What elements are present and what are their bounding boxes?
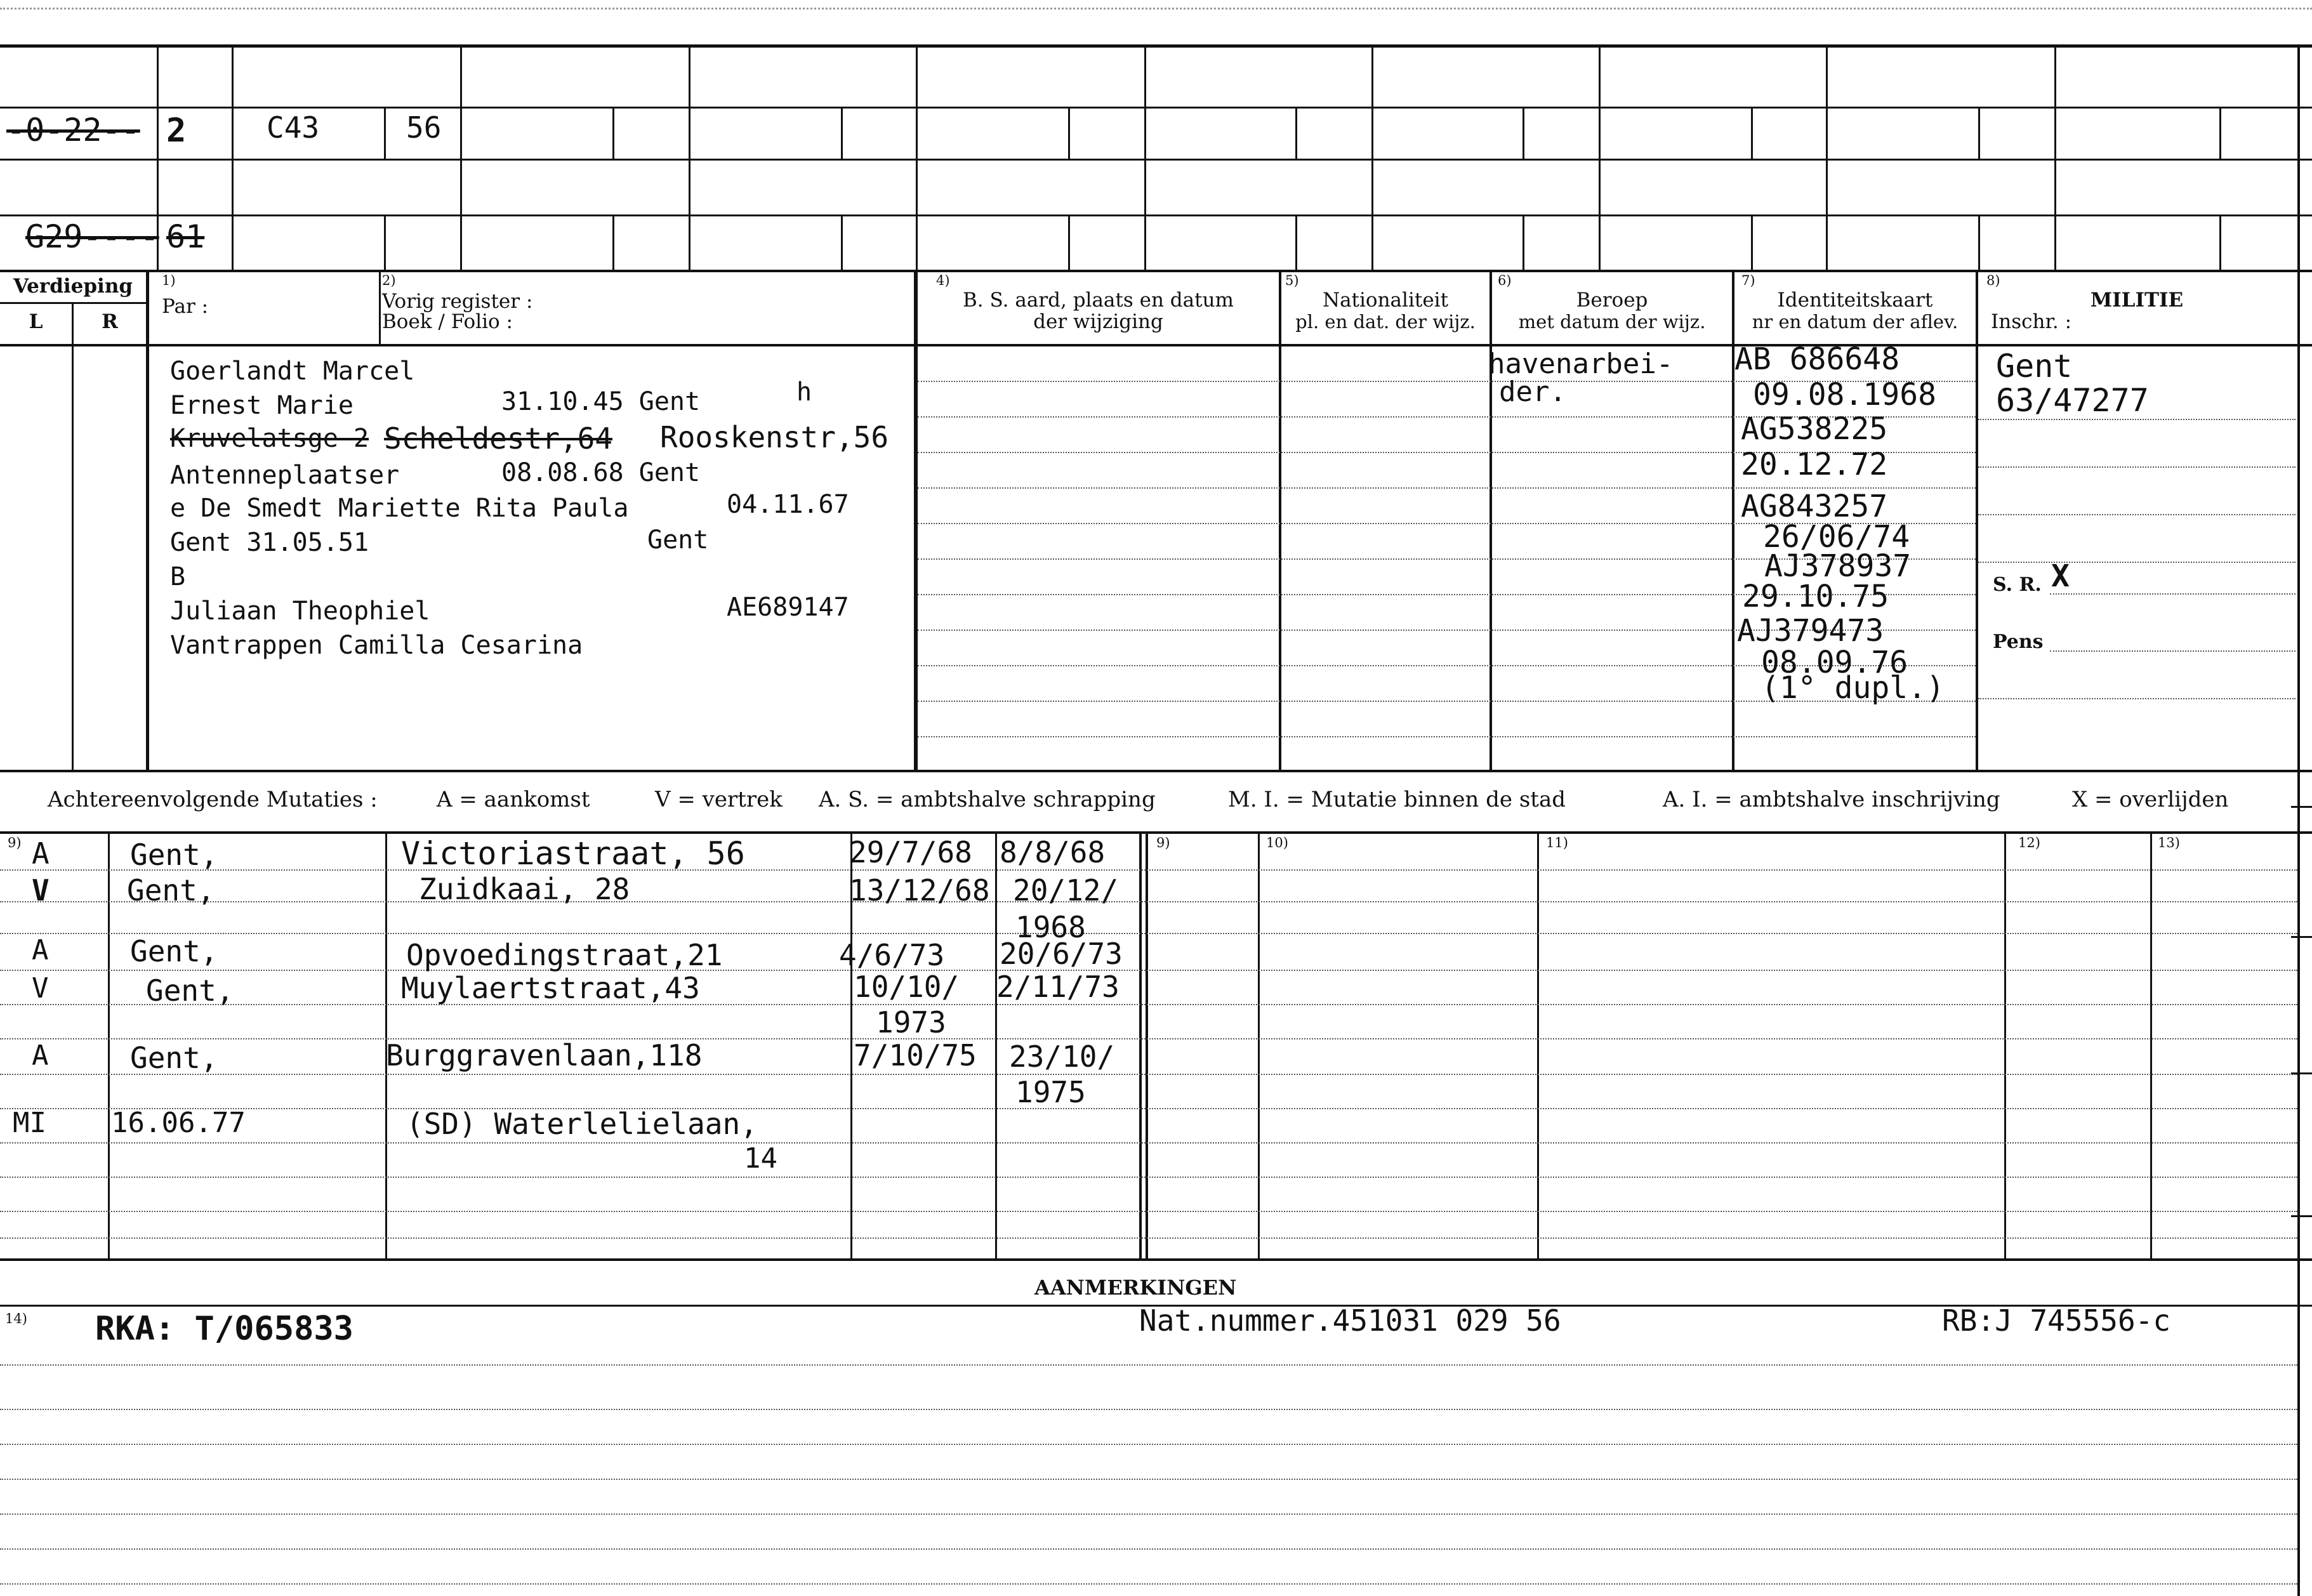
militie-inschr-label: Inschr. : [1991, 310, 2072, 333]
beroep-line2: der. [1499, 376, 1566, 408]
bs-num: 4) [936, 273, 950, 288]
id-num: 7) [1741, 273, 1755, 288]
mut-col11-num: 11) [1546, 835, 1568, 850]
vorig-label-1: Vorig register : [382, 290, 533, 313]
mut-code: V [32, 873, 50, 907]
grid-r1-c4: 56 [406, 110, 442, 145]
mut-street: Muylaertstraat,43 [401, 971, 700, 1005]
mut-date2-year: 1968 [1015, 910, 1086, 944]
remarks-nat-nummer: Nat.nummer.451031 029 56 [1139, 1303, 1561, 1338]
militie-sr-label: S. R. [1993, 574, 2042, 596]
legend-as: A. S. = ambtshalve schrapping [819, 787, 1156, 812]
mut-place: Gent, [130, 1041, 218, 1075]
mut-place: Gent, [146, 973, 234, 1008]
legend-a: A = aankomst [437, 787, 590, 812]
nat-label-1: Nationaliteit [1322, 289, 1449, 312]
person-line3-a: Kruvelatsge 2 [170, 424, 369, 453]
person-line8-a: Juliaan Theophiel [170, 597, 430, 626]
mut-date2: 2/11/73 [996, 970, 1120, 1004]
bs-label-1: B. S. aard, plaats en datum [963, 289, 1234, 312]
id-item: 29.10.75 [1742, 579, 1889, 614]
person-line4-a: Antenneplaatser [170, 461, 400, 490]
floor-l-label: L [29, 310, 43, 333]
nat-num: 5) [1285, 273, 1299, 288]
grid-r1-c2: 2 [166, 112, 187, 150]
nat-label-2: pl. en dat. der wijz. [1295, 311, 1476, 333]
beroep-num: 6) [1498, 273, 1512, 288]
remarks-rb: RB:J 745556-c [1942, 1303, 2171, 1338]
mut-date1: 13/12/68 [849, 873, 990, 907]
mut-date1-year: 1973 [876, 1005, 946, 1039]
mut-date2: 20/6/73 [1000, 937, 1123, 971]
mut-date1: 10/10/ [854, 970, 960, 1004]
beroep-line1: havenarbei- [1488, 348, 1674, 380]
person-line3-c: Rooskenstr,56 [660, 420, 889, 454]
par-label: Par : [162, 295, 209, 318]
verdieping-label: Verdieping [13, 275, 133, 298]
grid-r3-c2: 61 [166, 218, 205, 255]
legend-v: V = vertrek [655, 787, 783, 812]
mut-code: MI [13, 1107, 46, 1139]
grid-r1-c3: C43 [267, 110, 320, 145]
edge-tick [2291, 1215, 2312, 1217]
militie-number: 63/47277 [1996, 382, 2149, 419]
mut-street: (SD) Waterlelielaan, [406, 1107, 758, 1141]
edge-tick [2291, 936, 2312, 938]
mut-place: Gent, [130, 838, 218, 872]
floor-r-label: R [102, 310, 118, 333]
person-line7: B [170, 562, 186, 591]
id-item: 20.12.72 [1741, 447, 1888, 482]
militie-num: 8) [1986, 273, 2000, 288]
vorig-label-2: Boek / Folio : [382, 310, 513, 333]
top-edge [0, 8, 2312, 10]
mut-code: A [32, 934, 49, 966]
mut-place: Gent, [127, 873, 215, 907]
mut-code: V [32, 972, 49, 1005]
bs-label-2: der wijziging [1033, 310, 1163, 333]
mut-street: Burggravenlaan,118 [386, 1038, 703, 1072]
mut-date1: 7/10/75 [854, 1038, 977, 1072]
beroep-label-1: Beroep [1576, 289, 1648, 312]
par-num: 1) [162, 273, 176, 288]
legend-mi: M. I. = Mutatie binnen de stad [1228, 787, 1566, 812]
remarks-rka: RKA: T/065833 [95, 1310, 353, 1348]
edge-tick [2291, 1072, 2312, 1074]
person-line3-b: Scheldestr,64 [384, 421, 613, 456]
legend-title: Achtereenvolgende Mutaties : [48, 787, 378, 812]
right-border [2297, 44, 2300, 1596]
grid-r1-c1: -0-22-- [6, 112, 140, 148]
top-border [0, 44, 2312, 48]
id-label-1: Identiteitskaart [1777, 289, 1933, 312]
id-item: (1° dupl.) [1761, 670, 1945, 706]
mut-place: 16.06.77 [111, 1107, 246, 1139]
id-item: AB 686648 [1734, 341, 1900, 377]
mut-col12-num: 12) [2018, 835, 2040, 850]
id-item: AJ379473 [1737, 613, 1884, 649]
mut-date2: 20/12/ [1013, 873, 1119, 907]
mut-code: A [32, 1039, 49, 1072]
person-line2-b: 31.10.45 Gent [501, 387, 701, 416]
id-item: AJ378937 [1764, 548, 1912, 584]
person-line8-b: AE689147 [727, 593, 849, 622]
militie-pens-label: Pens [1993, 631, 2044, 653]
person-line1: Goerlandt Marcel [170, 357, 415, 386]
mut-col9-num: 9) [8, 835, 22, 850]
id-item: 26/06/74 [1763, 519, 1910, 555]
mut-street-line2: 14 [744, 1142, 777, 1175]
militie-sr-value: X [2051, 558, 2070, 594]
mut-date2: 8/8/68 [1000, 835, 1106, 869]
vorig-num: 2) [382, 273, 396, 288]
mut-col10-num: 10) [1266, 835, 1288, 850]
mut-col9b-num: 9) [1156, 835, 1170, 850]
mut-street: Victoriastraat, 56 [401, 835, 745, 872]
mut-date1: 4/6/73 [839, 938, 945, 972]
id-item: AG843257 [1741, 489, 1888, 524]
person-line6-b: Gent [647, 525, 709, 555]
mut-date1: 29/7/68 [849, 835, 972, 869]
person-line6-a: Gent 31.05.51 [170, 528, 369, 557]
person-line2-a: Ernest Marie [170, 391, 353, 420]
mut-date2: 23/10/ [1009, 1039, 1115, 1074]
person-line2-c: h [796, 378, 812, 407]
person-line9: Vantrappen Camilla Cesarina [170, 631, 583, 660]
mut-date2-year: 1975 [1015, 1075, 1086, 1109]
mut-place: Gent, [130, 934, 218, 968]
mut-col13-num: 13) [2158, 835, 2180, 850]
legend-x: X = overlijden [2072, 787, 2229, 812]
id-item: AG538225 [1741, 411, 1888, 447]
militie-label: MILITIE [2090, 289, 2184, 312]
militie-place: Gent [1996, 348, 2073, 385]
mut-code: A [32, 836, 50, 871]
person-line4-b: 08.08.68 Gent [501, 458, 701, 487]
mut-street: Zuidkaai, 28 [419, 872, 630, 906]
person-line5-a: e De Smedt Mariette Rita Paula [170, 494, 629, 523]
mut-street: Opvoedingstraat,21 [406, 938, 723, 972]
remarks-num: 14) [5, 1311, 27, 1326]
legend-ai: A. I. = ambtshalve inschrijving [1663, 787, 2000, 812]
edge-tick [2291, 806, 2312, 808]
person-line5-b: 04.11.67 [727, 490, 849, 519]
id-item: 09.08.1968 [1753, 377, 1936, 412]
id-label-2: nr en datum der aflev. [1752, 311, 1959, 333]
grid-r3-c1: G29---- [25, 218, 159, 255]
beroep-label-2: met datum der wijz. [1518, 311, 1706, 333]
data-bottom-line [0, 770, 2312, 772]
remarks-title: AANMERKINGEN [1034, 1276, 1237, 1300]
id-item: 08.09.76 [1761, 645, 1908, 680]
